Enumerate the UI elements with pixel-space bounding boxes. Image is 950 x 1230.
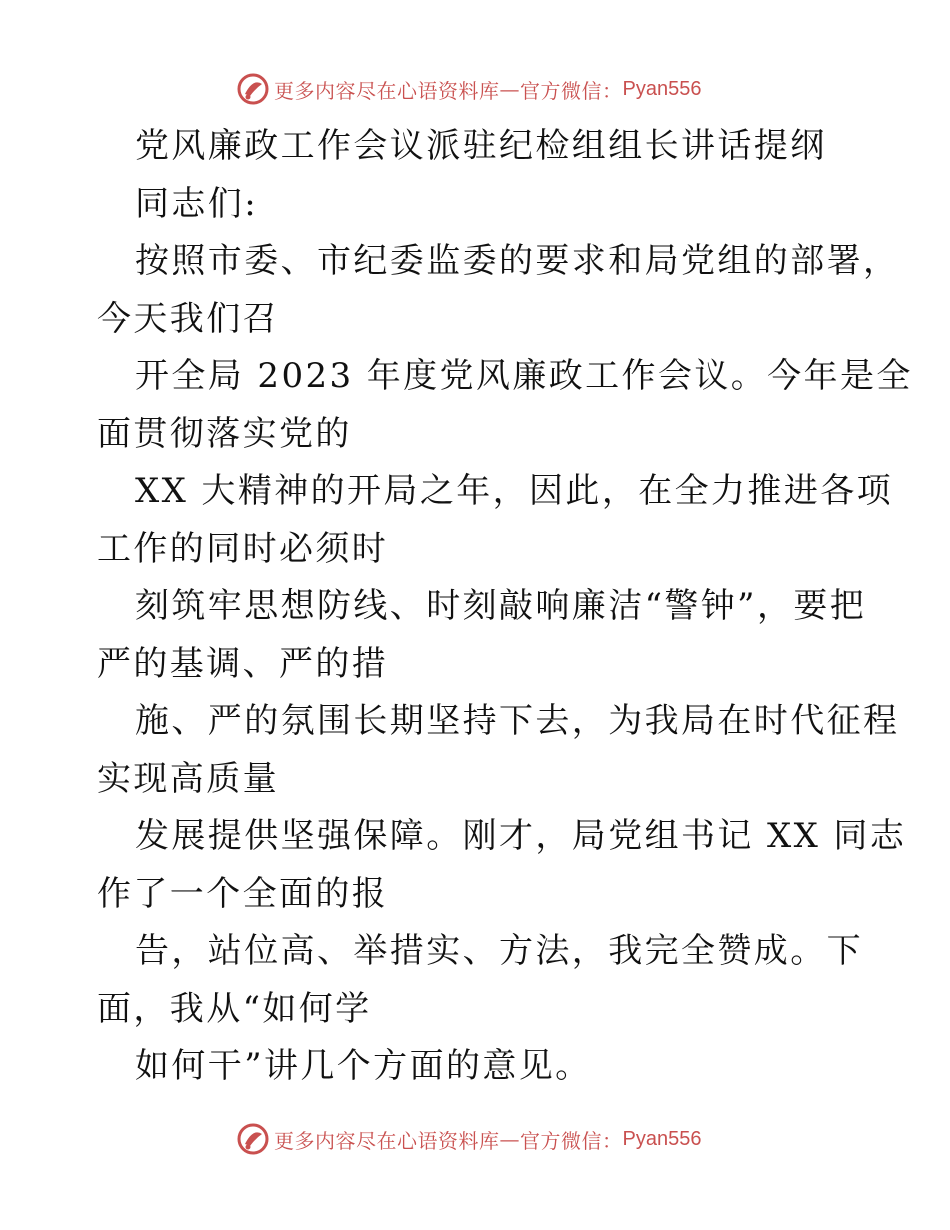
- doc-title: 党风廉政工作会议派驻纪检组组长讲话提纲: [135, 126, 827, 166]
- text-line: 如何干”讲几个方面的意见。: [135, 1046, 592, 1086]
- banner-official: 官方微信：: [520, 1128, 623, 1153]
- text-line: 严的基调、严的措: [97, 643, 389, 684]
- banner-text: 更多内容尽在心语资料库: [274, 78, 500, 103]
- text-line: 施、严的氛围长期坚持下去，为我局在时代征程: [135, 701, 900, 741]
- banner-dash: —: [499, 1127, 520, 1151]
- text-line: 实现高质量: [97, 758, 279, 799]
- logo-icon: [236, 72, 270, 106]
- logo-icon: [236, 1122, 270, 1156]
- document-body: [97, 118, 913, 1096]
- text-line: 今天我们召: [97, 298, 279, 339]
- banner-dash: —: [499, 77, 520, 101]
- text-line: XX 大精神的开局之年，因此，在全力推进各项: [135, 471, 894, 511]
- salutation: 同志们:: [135, 183, 259, 224]
- text-line: 开全局 2023 年度党风廉政工作会议。今年是全: [135, 356, 913, 396]
- footer-watermark: [236, 1122, 756, 1156]
- text-line: 按照市委、市纪委监委的要求和局党组的部署，: [135, 241, 900, 281]
- text-line: 发展提供坚强保障。刚才，局党组书记 XX 同志: [135, 816, 907, 856]
- banner-text: 更多内容尽在心语资料库: [274, 1128, 500, 1153]
- text-line: 告，站位高、举措实、方法，我完全赞成。下: [135, 931, 863, 971]
- text-line: 工作的同时必须时: [97, 528, 389, 569]
- banner-id: Pyan556: [622, 77, 702, 100]
- text-line: 面，我从“如何学: [97, 988, 372, 1029]
- text-line: 刻筑牢思想防线、时刻敲响廉洁“警钟”，要把: [135, 586, 867, 626]
- banner-official: 官方微信：: [520, 78, 623, 103]
- banner-id: Pyan556: [622, 1127, 702, 1150]
- text-line: 作了一个全面的报: [97, 873, 389, 914]
- text-line: 面贯彻落实党的: [97, 413, 352, 454]
- header-watermark: [236, 72, 756, 106]
